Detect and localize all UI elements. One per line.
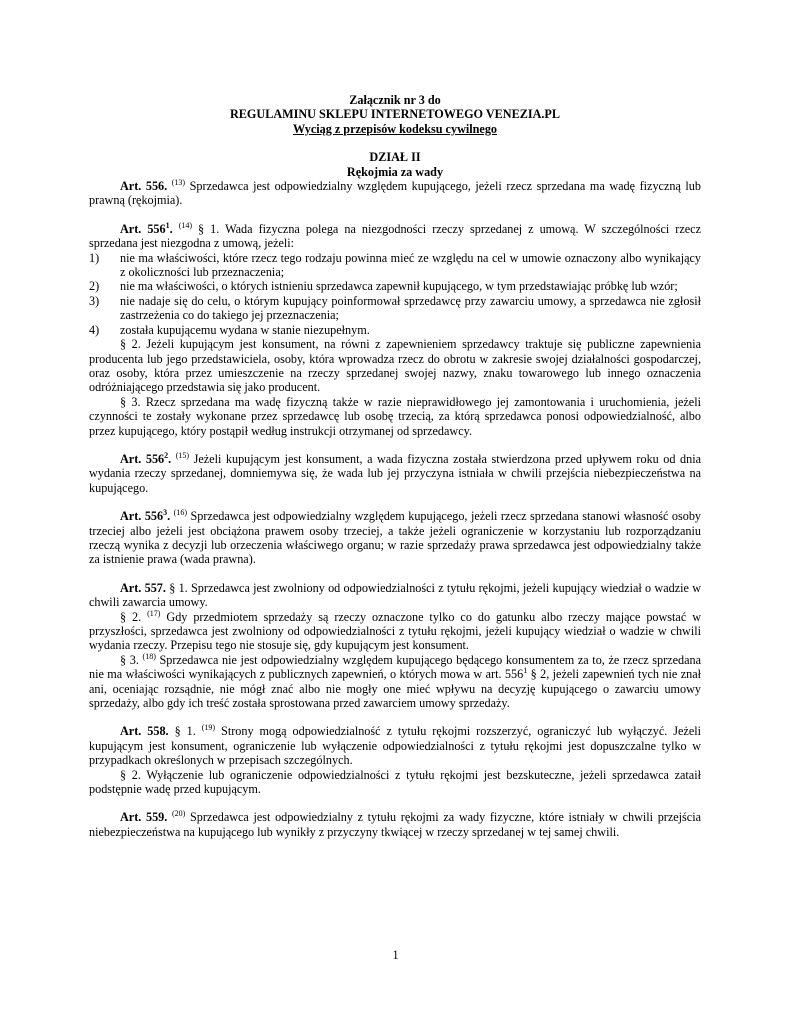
footnote-ref: (20) bbox=[171, 809, 186, 819]
page-number: 1 bbox=[392, 948, 399, 962]
section-subtitle: Rękojmia za wady bbox=[346, 164, 444, 179]
article-label: Art. $556^2$. bbox=[120, 450, 172, 466]
footnote-ref: (19) bbox=[201, 723, 216, 733]
article-556-3 bbox=[89, 509, 701, 567]
article-label: Art. $556^3$. bbox=[120, 508, 171, 524]
article-556-2 bbox=[89, 452, 701, 495]
article-text: Jeżeli kupującym jest konsument, a wada fizyczna została stwierdzona przed upływem roku od dnia wydania rzeczy sprzedanej, domniemywa się, że wada lub jej przyczyna istniała w chwili przejścia niebezpieczeństwa na kupującego. bbox=[89, 451, 701, 495]
article-558 bbox=[89, 724, 701, 796]
article-paragraph: § 3. Rzecz sprzedana ma wadę fizyczną także w razie nieprawidłowego jej zamontowania i uruchomienia, jeżeli czynności te zostały wykonane przez sprzedawcę lub osobę trzecią, za którą sprzedawca ponosi odpowiedzialność, albo przez kupującego, który postąpił według instrukcji otrzymanej od sprzedawcy. bbox=[89, 394, 701, 438]
list-item: 4) została kupującemu wydana w stanie niezupełnym. bbox=[89, 322, 370, 337]
footnote-ref: (15) bbox=[175, 450, 190, 460]
footnote-ref: (16) bbox=[173, 508, 187, 518]
article-paragraph bbox=[89, 222, 701, 251]
footnote-ref: (14) bbox=[178, 220, 193, 230]
article-paragraph: § 2. $^{(17)}$ Gdy przedmiotem sprzedaży są rzeczy oznaczone tylko co do gatunku albo rzeczy mające powstać w przyszłości, sprzedawca jest zwolniony od odpowiedzialności z tytułu rękojmi, jeżeli kupujący wiedział o wadzie w chwili wydania rzeczy. Przepisu tego nie stosuje się, gdy kupującym jest konsument. bbox=[89, 608, 701, 653]
article-label: Art. 557. bbox=[120, 580, 166, 595]
footnote-ref: (17) bbox=[147, 608, 161, 618]
article-text: Sprzedawca jest odpowiedzialny względem kupującego, jeżeli rzecz sprzedana stanowi własność osoby trzeciej albo jeżeli jest obciążona prawem osoby trzeciej, a także jeżeli ograniczenie w korzystaniu lub rozporządzaniu rzeczą wynika z decyzji lub orzeczenia właściwego organu; w razie sprzedaży prawa sprzedawca jest odpowiedzialny także za istnienie prawa (wada prawna). bbox=[89, 509, 702, 567]
article-label: Art. 559. bbox=[120, 810, 168, 825]
article-text: Sprzedawca jest odpowiedzialny z tytułu rękojmi za wady fizyczne, które istniały w chwili przejścia niebezpieczeństwa na kupującego lub wynikły z przyczyny tkwiącej w rzeczy sprzedanej w tej samej chwili. bbox=[89, 810, 701, 839]
article-557 bbox=[89, 581, 701, 711]
article-text: Sprzedawca jest odpowiedzialny względem kupującego, jeżeli rzecz sprzedana ma wadę fizyczną lub prawną (rękojmia). bbox=[89, 179, 701, 208]
article-text: § 1. Sprzedawca jest zwolniony od odpowiedzialności z tytułu rękojmi, jeżeli kupujący wiedział o wadzie w chwili zawarcia umowy. bbox=[89, 580, 701, 610]
article-paragraph: § 2. Jeżeli kupującym jest konsument, na równi z zapewnieniem sprzedawcy traktuje się publiczne zapewnienia producenta lub jego przedstawiciela, osoby, która wprowadza rzecz do obrotu w zakresie swojej działalności gospodarczej, oraz osoby, która przez umieszczenie na rzeczy sprzedanej swojej nazwy, znaku towarowego lub innego oznaczenia odróżniającego przedstawia się jako producent. bbox=[89, 337, 701, 395]
annex-title: Załącznik nr 3 do bbox=[349, 93, 441, 107]
article-label: Art. 558. bbox=[120, 724, 169, 739]
article-label: Art. 556. bbox=[120, 179, 168, 194]
article-paragraph: § 3. $^{(18)}$ Sprzedawca nie jest odpowiedzialny względem kupującego będącego konsumentem za to, że rzecz sprzedana nie ma właściwości wynikających z publicznych zapewnień, o których mowa w art. $556^1$ § 2, jeżeli zapewnień tych nie znał ani, oceniając rozsądnie, nie mógł znać albo nie mogły one mieć wpływu na decyzję kupującego o zawarciu umowy sprzedaży, albo gdy ich treść została sprostowana przed zawarciem umowy sprzedaży. bbox=[89, 651, 702, 711]
footnote-ref: (18) bbox=[142, 651, 156, 661]
article-paragraph: Art. 558. § 1. $^{(19)}$ Strony mogą odpowiedzialność z tytułu rękojmi rozszerzyć, ograniczyć lub wyłączyć. Jeżeli kupującym jest konsument, ograniczenie lub wyłączenie odpowiedzialności z tytułu rękojmi jest dopuszczalne tylko w przypadkach określonych w przepisach szczególnych. bbox=[89, 723, 701, 768]
article-556-1 bbox=[89, 222, 701, 438]
article-label: Art. $556^1$. bbox=[120, 220, 173, 236]
regulations-title: REGULAMINU SKLEPU INTERNETOWEGO VENEZIA.PL bbox=[229, 107, 561, 122]
list-item: 3) nie nadaje się do celu, o którym kupujący poinformował sprzedawcę przy zawarciu umowy, a sprzedawca nie zgłosił zastrzeżenia co do takiego jej przeznaczenia; bbox=[89, 293, 701, 323]
article-paragraph bbox=[89, 581, 701, 610]
article-559 bbox=[89, 810, 701, 839]
footnote-ref: (13) bbox=[171, 177, 186, 187]
document-page bbox=[89, 93, 701, 839]
article-paragraph: § 2. Wyłączenie lub ograniczenie odpowiedzialności z tytułu rękojmi jest bezskuteczne, jeżeli sprzedawca zataił podstępnie wadę przed kupującym. bbox=[89, 767, 701, 797]
excerpt-title: Wyciąg z przepisów kodeksu cywilnego bbox=[292, 121, 498, 136]
article-556 bbox=[89, 179, 701, 208]
section-heading bbox=[89, 150, 701, 179]
document-header bbox=[89, 93, 701, 136]
list-item: 1) nie ma właściwości, które rzecz tego rodzaju powinna mieć ze względu na cel w umowie oznaczony albo wynikający z okoliczności lub przeznaczenia; bbox=[89, 250, 701, 280]
list-item: 2) nie ma właściwości, o których istnieniu sprzedawca zapewnił kupującego, w tym przedstawiając próbkę lub wzór; bbox=[89, 279, 678, 294]
article-text: § 1. Wada fizyczna polega na niezgodności rzeczy sprzedanej z umową. W szczególności rzecz sprzedana jest niezgodna z umową, jeżeli: bbox=[89, 221, 702, 251]
section-title: DZIAŁ II bbox=[369, 150, 421, 165]
